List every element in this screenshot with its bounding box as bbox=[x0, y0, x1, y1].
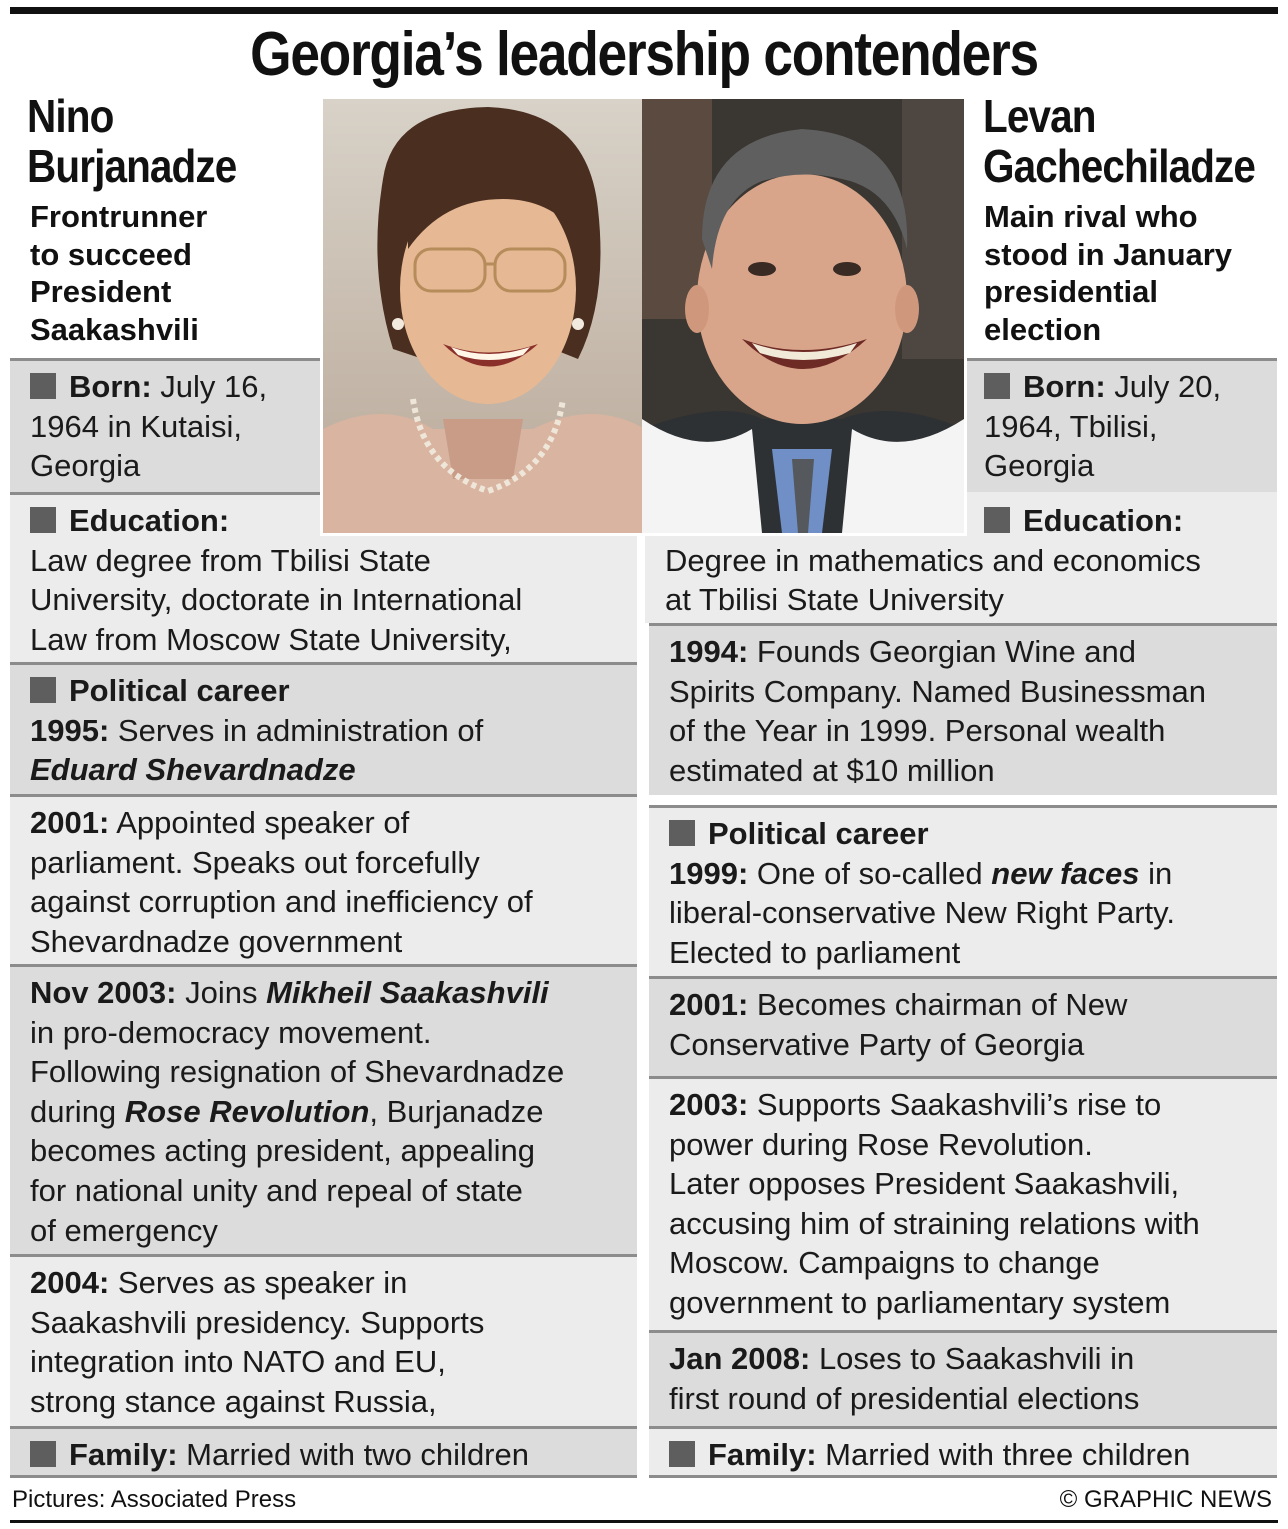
bullet-square-icon bbox=[669, 1441, 695, 1467]
left-name: Nino Burjanadze bbox=[27, 90, 237, 192]
left-career-2004-box: 2004: Serves as speaker in Saakashvili presidency. Supports integration into NATO and EU, strong stance against Russia, bbox=[10, 1254, 637, 1426]
photo-nino-burjanadze bbox=[320, 96, 645, 536]
bullet-square-icon bbox=[30, 1441, 56, 1467]
left-born-box: Born: July 16, 1964 in Kutaisi, Georgia bbox=[10, 358, 320, 492]
right-career-2008-box: Jan 2008: Loses to Saakashvili in first round of presidential elections bbox=[649, 1330, 1277, 1426]
copyright-credit: © GRAPHIC NEWS bbox=[1059, 1486, 1272, 1513]
photo-levan-gachechiladze bbox=[642, 96, 967, 536]
top-rule bbox=[10, 7, 1278, 14]
bullet-square-icon bbox=[984, 507, 1010, 533]
page-title: Georgia’s leadership contenders bbox=[250, 20, 1038, 89]
bullet-square-icon bbox=[669, 820, 695, 846]
bullet-square-icon bbox=[30, 677, 56, 703]
bullet-square-icon bbox=[30, 507, 56, 533]
right-career-1999-box: Political career 1999: One of so-called new faces in liberal-conservative New Right Party. Elected to parliament bbox=[649, 805, 1277, 976]
right-family-box: Family: Married with three children bbox=[649, 1426, 1277, 1478]
left-education-box: Education: Law degree from Tbilisi State University, doctorate in International Law from Moscow State University, bbox=[10, 492, 637, 662]
right-career-2003-box: 2003: Supports Saakashvili’s rise to power during Rose Revolution. Later opposes President Saakashvili, accusing him of straining relations with Moscow. Campaigns to change government to parliamentary system bbox=[649, 1076, 1277, 1330]
pictures-credit: Pictures: Associated Press bbox=[12, 1486, 297, 1513]
left-subtitle: Frontrunner to succeed President Saakashvili bbox=[30, 199, 208, 347]
left-career-1995-box: Political career 1995: Serves in administration of Eduard Shevardnadze bbox=[10, 662, 637, 794]
bullet-square-icon bbox=[30, 373, 56, 399]
left-career-2003-box: Nov 2003: Joins Mikheil Saakashvili in pro-democracy movement. Following resignation of Shevardnadze during Rose Revolution, Burjanadze becomes acting president, appealing for national unity and repeal of state of emergency bbox=[10, 964, 637, 1254]
right-subtitle: Main rival who stood in January presidential election bbox=[984, 199, 1233, 347]
bottom-rule bbox=[10, 1520, 1278, 1523]
right-education-box: Education: Degree in mathematics and economics at Tbilisi State University bbox=[645, 492, 1277, 623]
right-born-box: Born: July 20, 1964, Tbilisi, Georgia bbox=[964, 358, 1277, 492]
left-career-2001-box: 2001: Appointed speaker of parliament. Speaks out forcefully against corruption and inefficiency of Shevardnadze government bbox=[10, 794, 637, 964]
right-business-1994-box: 1994: Founds Georgian Wine and Spirits Company. Named Businessman of the Year in 1999. Personal wealth estimated at $10 million bbox=[649, 623, 1277, 795]
right-career-2001-box: 2001: Becomes chairman of New Conservative Party of Georgia bbox=[649, 976, 1277, 1076]
right-name: Levan Gachechiladze bbox=[983, 90, 1256, 192]
left-family-box: Family: Married with two children bbox=[10, 1426, 637, 1478]
bullet-square-icon bbox=[984, 373, 1010, 399]
